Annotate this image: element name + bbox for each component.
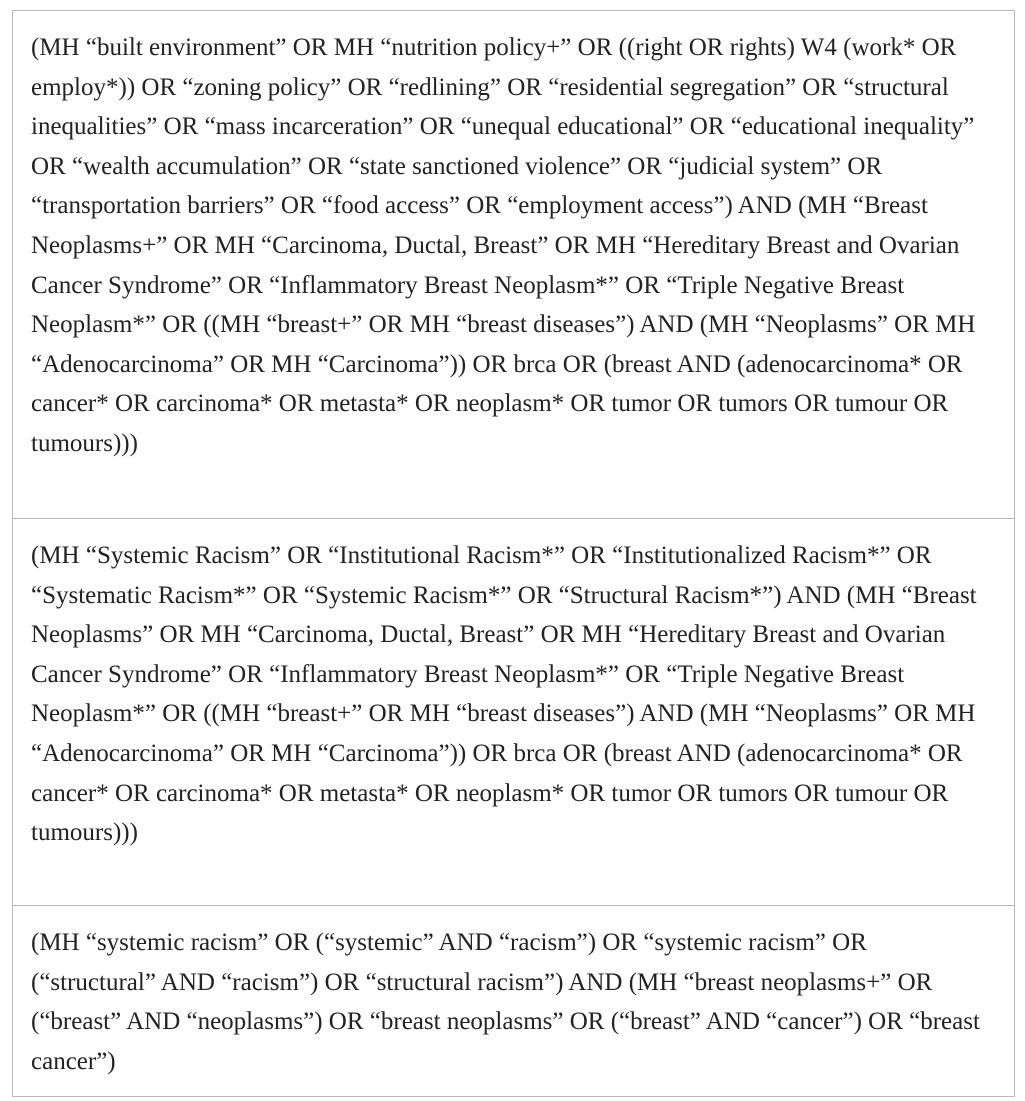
- search-query-cell: (MH “systemic racism” OR (“systemic” AND “racism”) OR “systemic racism” OR (“structural” AND “racism”) OR “structural racism”) AND (MH “breast neoplasms+” OR (“breast” AND “neoplasms”) OR “breast neoplasms” OR (“breast” AND “cancer”) OR “breast cancer”): [13, 906, 1015, 1097]
- search-strategy-table: [12, 10, 1015, 1097]
- table-row: [13, 906, 1015, 1097]
- search-query-cell: (MH “built environment” OR MH “nutrition policy+” OR ((right OR rights) W4 (work* OR employ*)) OR “zoning policy” OR “redlining” OR “residential segregation” OR “structural inequalities” OR “mass incarceration” OR “unequal educational” OR “educational inequality” OR “wealth accumulation” OR “state sanctioned violence” OR “judicial system” OR “transportation barriers” OR “food access” OR “employment access”) AND (MH “Breast Neoplasms+” OR MH “Carcinoma, Ductal, Breast” OR MH “Hereditary Breast and Ovarian Cancer Syndrome” OR “Inflammatory Breast Neoplasm*” OR “Triple Negative Breast Neoplasm*” OR ((MH “breast+” OR MH “breast diseases”) AND (MH “Neoplasms” OR MH “Adenocarcinoma” OR MH “Carcinoma”)) OR brca OR (breast AND (adenocarcinoma* OR cancer* OR carcinoma* OR metasta* OR neoplasm* OR tumor OR tumors OR tumour OR tumours))): [13, 11, 1015, 519]
- table-row: [13, 519, 1015, 906]
- search-query-cell: (MH “Systemic Racism” OR “Institutional Racism*” OR “Institutionalized Racism*” OR “Systematic Racism*” OR “Systemic Racism*” OR “Structural Racism*”) AND (MH “Breast Neoplasms” OR MH “Carcinoma, Ductal, Breast” OR MH “Hereditary Breast and Ovarian Cancer Syndrome” OR “Inflammatory Breast Neoplasm*” OR “Triple Negative Breast Neoplasm*” OR ((MH “breast+” OR MH “breast diseases”) AND (MH “Neoplasms” OR MH “Adenocarcinoma” OR MH “Carcinoma”)) OR brca OR (breast AND (adenocarcinoma* OR cancer* OR carcinoma* OR metasta* OR neoplasm* OR tumor OR tumors OR tumour OR tumours))): [13, 519, 1015, 906]
- search-strategy-table-body: [13, 11, 1015, 1097]
- table-row: [13, 11, 1015, 519]
